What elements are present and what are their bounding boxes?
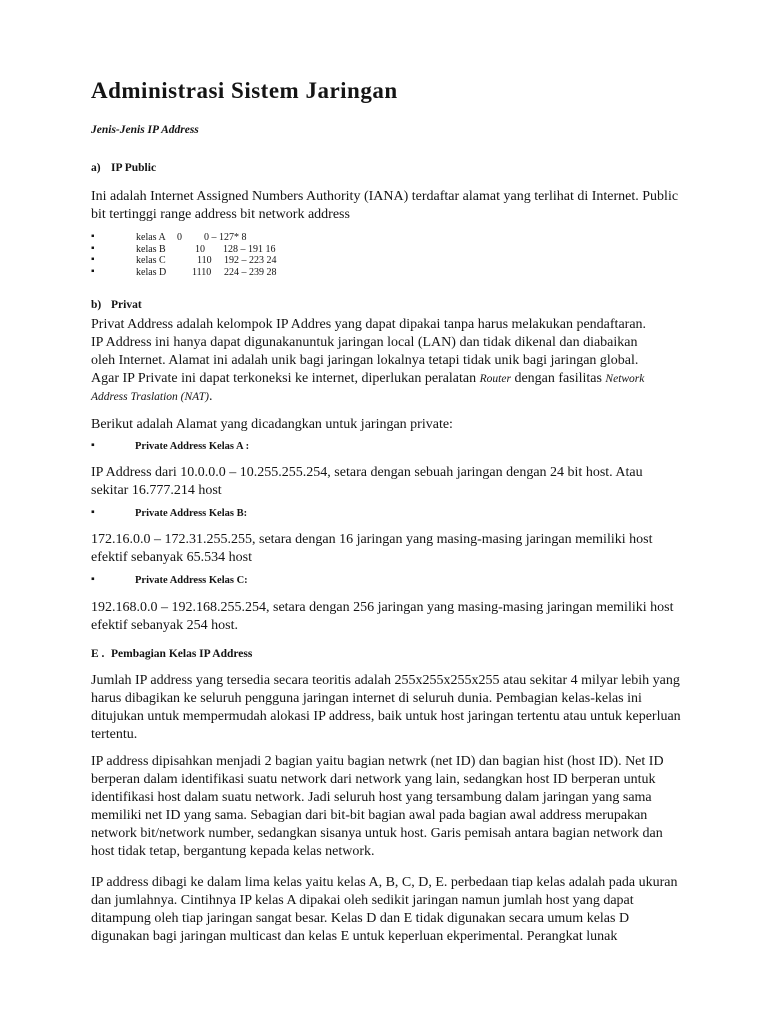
ip-class-range: 128 – 191 16 — [223, 243, 276, 255]
ip-class-name: kelas D — [136, 266, 167, 278]
section-a-paragraph: Ini adalah Internet Assigned Numbers Authority (IANA) terdaftar alamat yang terlihat di Internet. Public bit tertinggi range address bit network address — [91, 189, 679, 222]
ip-class-name: kelas B — [136, 243, 166, 255]
bullet-icon: ▪ — [91, 507, 95, 518]
section-b-title: Privat — [111, 299, 142, 311]
ip-class-bits: 110 — [197, 255, 212, 266]
section-e-paragraph-1: Jumlah IP address yang tersedia secara teoritis adalah 255x255x255x255 atau sekitar 4 milyar lebih yang harus dibagikan ke seluruh pengguna jaringan internet di seluruh dunia. Pembagian kelas-kelas ini ditujukan untuk mempermudah alokasi IP address, baik untuk host jaringan tertentu atau untuk keperluan tertentu. — [91, 673, 681, 742]
ip-class-bits: 10 — [195, 243, 205, 255]
ip-class-bits: 1110 — [192, 266, 212, 278]
section-a-heading — [91, 162, 156, 174]
section-e-paragraph-3: IP address dibagi ke dalam lima kelas yaitu kelas A, B, C, D, E. perbedaan tiap kelas adalah pada ukuran dan jumlahnya. Cintihnya IP kelas A dipakai oleh sedikit jaringan namun jumlah host yang dapat ditampung oleh tiap jaringan sangat besar. Kelas D dan E tidak digunakan secara umum kelas D digunakan bagi jaringan multicast dan kelas E untuk keperluan ekperimental. Perangkat lunak — [91, 875, 678, 944]
line-text: Agar IP Private ini dapat terkoneksi ke internet, diperlukan peralatan — [91, 371, 480, 386]
ip-class-name: kelas C — [136, 255, 166, 266]
section-e-title: Pembagian Kelas IP Address — [111, 648, 253, 660]
line-text: . — [209, 389, 213, 404]
line-text: dengan fasilitas — [510, 371, 606, 386]
section-b-paragraph — [91, 316, 681, 406]
section-a-marker: a) — [91, 162, 101, 174]
section-b-line: IP Address ini hanya dapat digunakanuntuk jaringan local (LAN) dan tidak dikenal dan diabaikan — [91, 335, 638, 350]
nat-term: Address Traslation (NAT) — [91, 391, 209, 403]
reserved-intro: Berikut adalah Alamat yang dicadangkan untuk jaringan private: — [91, 417, 453, 432]
section-b-marker: b) — [91, 299, 102, 311]
kelas-c-text: 192.168.0.0 – 192.168.255.254, setara dengan 256 jaringan yang masing-masing jaringan memiliki host efektif sebanyak 254 host. — [91, 600, 674, 633]
section-a-title: IP Public — [111, 162, 157, 174]
section-e-marker: E . — [91, 648, 105, 660]
bullet-icon: ▪ — [91, 574, 95, 585]
kelas-c-label: Private Address Kelas C: — [135, 575, 248, 586]
section-b-line: oleh Internet. Alamat ini adalah unik bagi jaringan lokalnya tetapi tidak unik bagi jaringan global. — [91, 353, 639, 368]
kelas-b-text: 172.16.0.0 – 172.31.255.255, setara dengan 16 jaringan yang masing-masing jaringan memiliki host efektif sebanyak 65.534 host — [91, 532, 653, 565]
ip-class-range: 224 – 239 28 — [224, 266, 277, 278]
bullet-icon: ▪ — [91, 440, 95, 451]
kelas-b-label: Private Address Kelas B: — [135, 508, 248, 519]
router-term: Router — [479, 373, 511, 385]
page-title: Administrasi Sistem Jaringan — [91, 78, 398, 103]
section-b-line — [91, 388, 681, 406]
subtitle: Jenis-Jenis IP Address — [91, 124, 199, 136]
ip-class-bits: 0 — [177, 232, 182, 243]
ip-class-name: kelas A — [136, 232, 166, 243]
section-b-line: Privat Address adalah kelompok IP Addres yang dapat dipakai tanpa harus melakukan pendaftaran. — [91, 317, 647, 332]
ip-class-range: 192 – 223 24 — [224, 255, 277, 266]
kelas-a-label: Private Address Kelas A : — [135, 441, 250, 452]
section-b-line — [91, 370, 681, 388]
section-b-heading — [91, 299, 142, 311]
section-e-paragraph-2: IP address dipisahkan menjadi 2 bagian yaitu bagian netwrk (net ID) dan bagian hist (host ID). Net ID berperan dalam identifikasi suatu network dari network yang lain, sedangkan host ID berperan untuk identifikasi host dalam suatu network. Jadi seluruh host yang tersambung dalam jaringan yang sama memiliki net ID yang sama. Sebagian dari bit-bit bagian awal pada bagian awal address merupakan network bit/network number, sedangkan sisanya untuk host. Garis pemisah antara bagian network dan host tidak tetap, bergantung kepada kelas network. — [91, 754, 664, 859]
kelas-a-text: IP Address dari 10.0.0.0 – 10.255.255.254, setara dengan sebuah jaringan dengan 24 bit host. Atau sekitar 16.777.214 host — [91, 465, 643, 498]
ip-class-range: 0 – 127* 8 — [204, 232, 247, 243]
nat-term: Network — [605, 373, 645, 385]
section-e-heading — [91, 648, 252, 660]
